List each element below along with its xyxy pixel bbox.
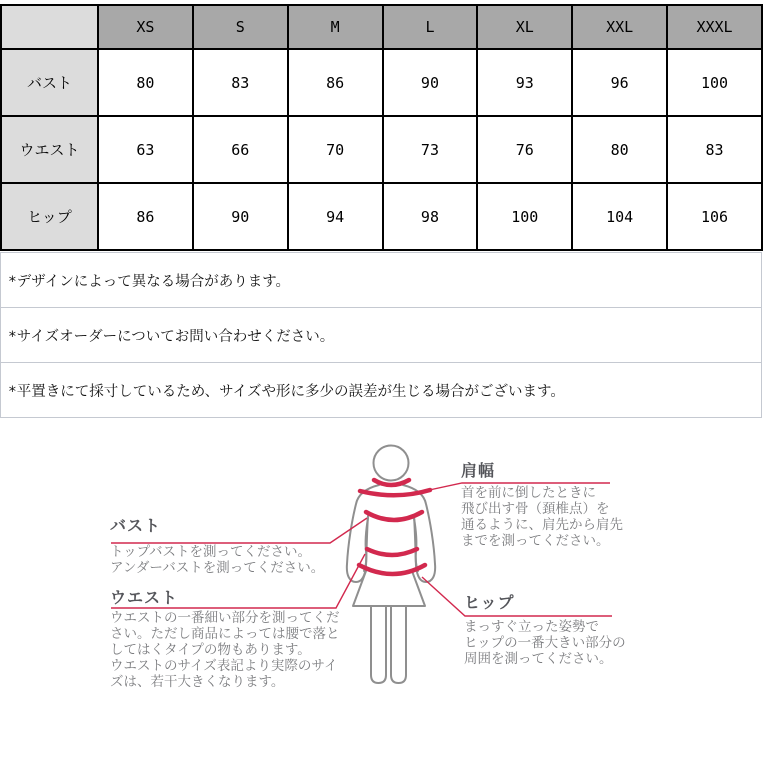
guide-text-line: さい。ただし商品によっては腰で落と <box>110 626 340 642</box>
waist-guide-label: ウエスト <box>110 588 179 607</box>
guide-text-line: までを測ってください。 <box>461 533 610 549</box>
measurement-bands <box>359 480 430 574</box>
hip-guide-text <box>464 619 626 667</box>
guide-text-line: 周囲を測ってください。 <box>464 651 613 667</box>
bust-value: 90 <box>383 49 478 116</box>
waist-value: 66 <box>193 116 288 183</box>
waist-value: 83 <box>667 116 762 183</box>
hip-value: 94 <box>288 183 383 250</box>
bust-value: 100 <box>667 49 762 116</box>
bust-value: 93 <box>477 49 572 116</box>
note-design: *デザインによって異なる場合があります。 <box>1 253 761 308</box>
waist-value: 76 <box>477 116 572 183</box>
hip-value: 104 <box>572 183 667 250</box>
guide-text-line: まっすぐ立った姿勢で <box>464 619 599 635</box>
waist-value: 63 <box>98 116 193 183</box>
waist-value: 73 <box>383 116 478 183</box>
bust-value: 83 <box>193 49 288 116</box>
shoulder-guide-label: 肩幅 <box>461 461 496 480</box>
row-label-bust: バスト <box>1 49 98 116</box>
waist-band <box>367 549 417 555</box>
guide-text-line: してはくタイプの物もあります。 <box>110 642 311 658</box>
hip-leader-line <box>422 577 612 616</box>
row-label-waist: ウエスト <box>1 116 98 183</box>
bust-guide-label: バスト <box>110 516 162 535</box>
size-chart-table <box>0 4 763 251</box>
figure-right-leg <box>391 606 406 683</box>
size-header-row <box>1 5 762 49</box>
measuring-guide-diagram <box>0 430 764 764</box>
guide-text-line: アンダーバストを測ってください。 <box>110 560 325 576</box>
hip-guide-label: ヒップ <box>464 593 515 612</box>
notes-section <box>0 252 762 418</box>
size-col-xxl: XXL <box>572 5 667 49</box>
shoulder-band <box>360 490 430 495</box>
guide-text-line: 首を前に倒したときに <box>461 485 596 501</box>
table-row-bust <box>1 49 762 116</box>
figure-head <box>374 446 409 481</box>
size-col-m: M <box>288 5 383 49</box>
guide-text-line: トップバストを測ってください。 <box>110 544 312 560</box>
hip-value: 90 <box>193 183 288 250</box>
size-chart <box>0 4 763 251</box>
guide-text-line: 通るように、肩先から肩先 <box>461 517 623 533</box>
size-col-l: L <box>383 5 478 49</box>
bust-value: 96 <box>572 49 667 116</box>
guide-text-line: ヒップの一番大きい部分の <box>464 635 626 651</box>
guide-text-line: ウエストの一番細い部分を測ってくだ <box>110 610 340 626</box>
size-col-xl: XL <box>477 5 572 49</box>
bust-value: 86 <box>288 49 383 116</box>
table-row-hip <box>1 183 762 250</box>
corner-cell <box>1 5 98 49</box>
waist-value: 80 <box>572 116 667 183</box>
figure-left-leg <box>371 606 386 683</box>
guide-text-line: ウエストのサイズ表記より実際のサイ <box>110 658 338 674</box>
figure-skirt <box>353 571 425 606</box>
waist-value: 70 <box>288 116 383 183</box>
guide-text-line: ズは、若干大きくなります。 <box>110 674 285 690</box>
bust-guide-text <box>110 544 324 576</box>
note-flat-measurement: *平置きにて採寸しているため、サイズや形に多少の誤差が生じる場合がございます。 <box>1 363 761 418</box>
hip-value: 98 <box>383 183 478 250</box>
guide-text-line: 飛び出す骨（頚椎点）を <box>461 501 610 517</box>
hip-value: 106 <box>667 183 762 250</box>
note-size-order: *サイズオーダーについてお問い合わせください。 <box>1 308 761 363</box>
size-col-xxxl: XXXL <box>667 5 762 49</box>
hip-value: 100 <box>477 183 572 250</box>
shoulder-guide-text <box>461 485 623 549</box>
size-col-s: S <box>193 5 288 49</box>
waist-guide-text <box>110 610 340 690</box>
table-row-waist <box>1 116 762 183</box>
size-col-xs: XS <box>98 5 193 49</box>
hip-value: 86 <box>98 183 193 250</box>
row-label-hip: ヒップ <box>1 183 98 250</box>
bust-value: 80 <box>98 49 193 116</box>
